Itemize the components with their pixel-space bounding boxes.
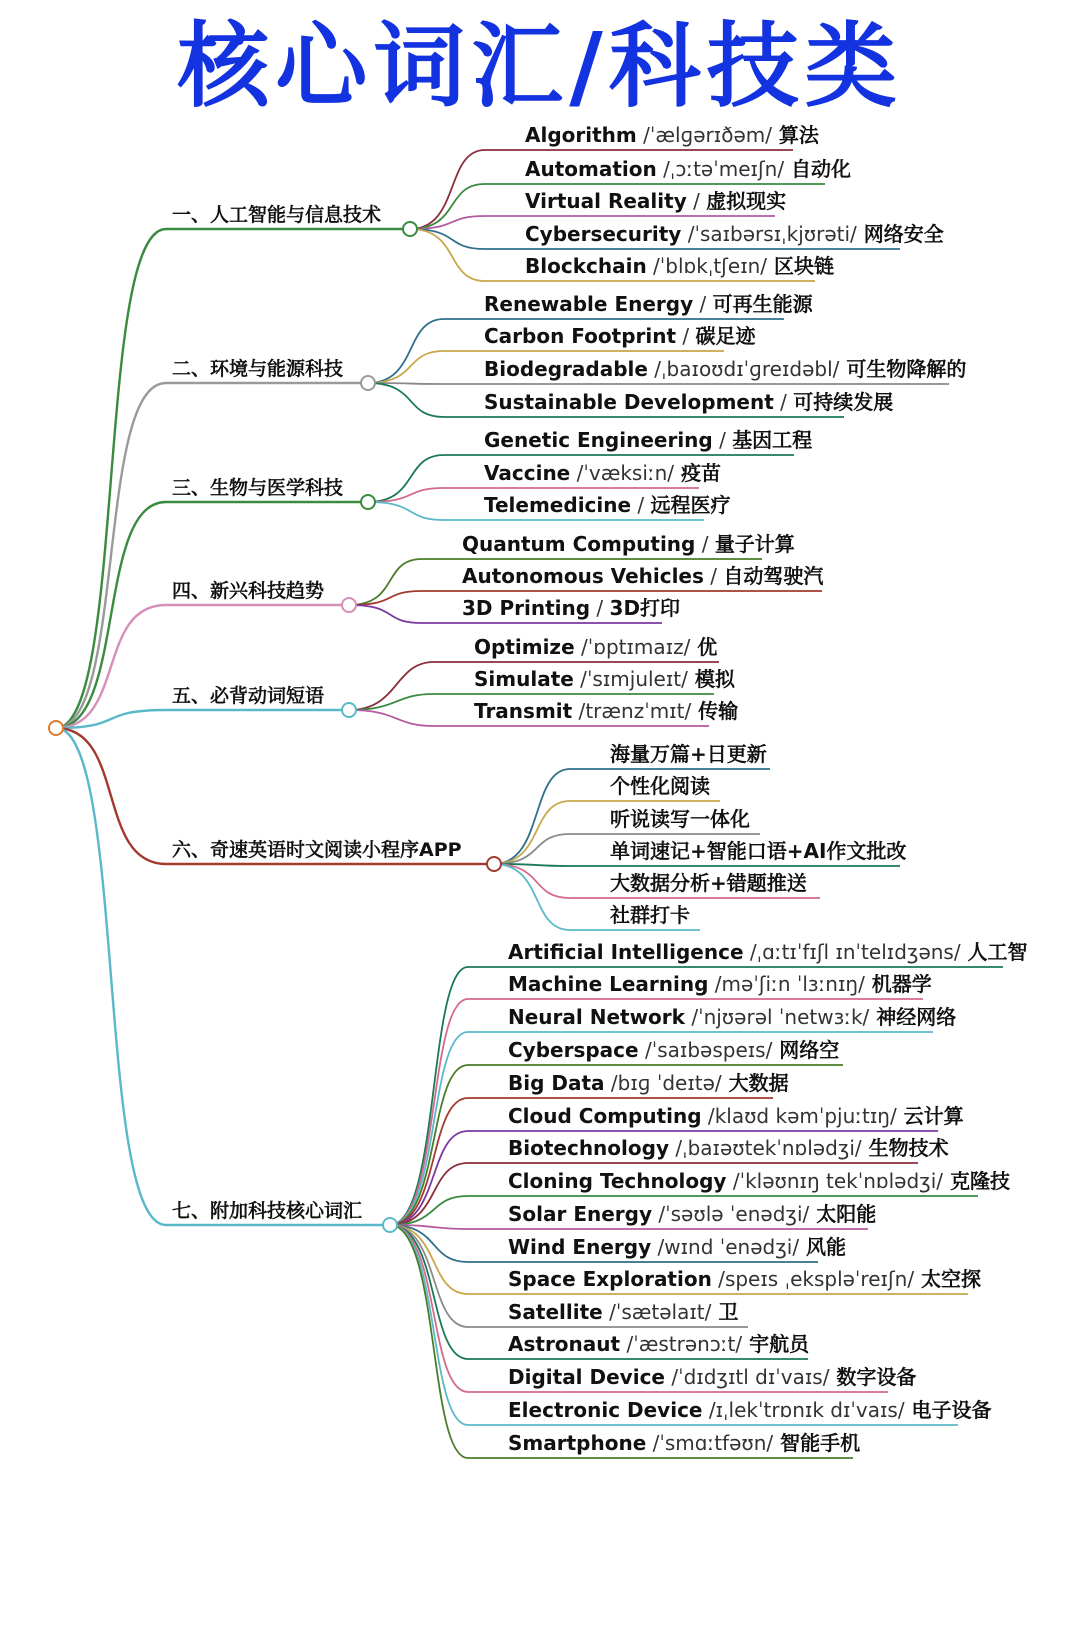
vocab-item: [484, 355, 966, 383]
vocab-pho: məˈʃiːn ˈlɜːnɪŋ/: [721, 972, 865, 996]
vocab-sep: /: [652, 1202, 666, 1226]
branch-label: 四、新兴科技趋势: [172, 580, 325, 602]
vocab-item: [508, 1363, 916, 1391]
vocab-item: [610, 740, 767, 768]
vocab-pho: ˈsmɑːtfəʊn/: [659, 1431, 774, 1455]
vocab-sep: /: [573, 667, 587, 691]
vocab-term: Smartphone: [508, 1431, 647, 1455]
vocab-pho: ˌɑːtɪˈfɪʃl ɪnˈtelɪdʒəns/: [756, 940, 961, 964]
vocab-pho: ˈsaɪbəspeɪs/: [651, 1038, 773, 1062]
vocab-term: Simulate: [474, 667, 574, 691]
vocab-pho: ˌbaɪoʊdɪˈɡreɪdəbl/: [661, 357, 840, 381]
vocab-term: Cyberspace: [508, 1038, 639, 1062]
vocab-item: [508, 1167, 1010, 1195]
vocab-term: Transmit: [474, 699, 573, 723]
vocab-item: [462, 530, 795, 558]
vocab-pho: ˈnjʊərəl ˈnetwɜːk/: [698, 1005, 870, 1029]
vocab-pho: ˈdɪdʒɪtl dɪˈvaɪs/: [678, 1365, 830, 1389]
branch-node: [342, 598, 356, 612]
vocab-pho: ɪˌlekˈtrɒnɪk dɪˈvaɪs/: [715, 1398, 905, 1422]
vocab-term: Big Data: [508, 1071, 605, 1095]
vocab-sep: /: [638, 1038, 652, 1062]
vocab-cn: 传输: [691, 699, 739, 723]
vocab-sep: /: [602, 1300, 616, 1324]
vocab-term: Optimize: [474, 635, 575, 659]
vocab-term: Algorithm: [525, 123, 637, 147]
vocab-item: [484, 290, 813, 318]
vocab-item: [484, 491, 731, 519]
vocab-sep: /: [681, 222, 695, 246]
vocab-term: Sustainable Development: [484, 390, 774, 414]
vocab-cn: 优: [690, 635, 718, 659]
vocab-pho: ˈsɪmjuleɪt/: [586, 667, 688, 691]
vocab-term: Wind Energy: [508, 1235, 652, 1259]
vocab-cn: 可再生能源: [712, 292, 813, 316]
vocab-pho: ˌbaɪəʊtekˈnɒlədʒi/: [682, 1136, 862, 1160]
vocab-item: [484, 322, 755, 350]
vocab-item: [508, 1003, 956, 1031]
vocab-sep: /: [773, 390, 794, 414]
vocab-term: Genetic Engineering: [484, 428, 713, 452]
vocab-sep: /: [712, 428, 733, 452]
vocab-cn: 电子设备: [904, 1398, 992, 1422]
vocab-cn: 人工智: [960, 940, 1028, 964]
vocab-sep: /: [646, 254, 660, 278]
vocab-cn: 机器学: [864, 972, 932, 996]
vocab-cn: 太空探: [914, 1267, 982, 1291]
vocab-item: [484, 426, 812, 454]
vocab-pho: ˈɒptɪmaɪz/: [587, 635, 691, 659]
vocab-term: Blockchain: [525, 254, 647, 278]
vocab-item: [508, 1265, 981, 1293]
vocab-term: Neural Network: [508, 1005, 685, 1029]
vocab-term: Carbon Footprint: [484, 324, 677, 348]
vocab-cn: 单词速记+智能口语+AI作文批改: [610, 839, 907, 863]
vocab-item: [525, 187, 786, 215]
branch-connector: [56, 728, 390, 1225]
vocab-sep: /: [703, 564, 724, 588]
vocab-item: [508, 1429, 860, 1457]
vocab-pho: ˈsaɪbərsɪˌkjʊrəti/: [694, 222, 857, 246]
vocab-pho: ˈælɡərɪðəm/: [649, 123, 772, 147]
vocab-term: Cloud Computing: [508, 1104, 702, 1128]
vocab-term: Vaccine: [484, 461, 571, 485]
page-title: 核心词汇/科技类: [177, 13, 903, 120]
vocab-item: [508, 1396, 992, 1424]
vocab-sep: /: [702, 1398, 716, 1422]
vocab-cn: 海量万篇+日更新: [610, 742, 767, 766]
branch-node: [342, 703, 356, 717]
vocab-item: [508, 1036, 839, 1064]
vocab-cn: 网络空: [772, 1038, 840, 1062]
vocab-item: [610, 869, 807, 897]
vocab-sep: /: [620, 1332, 634, 1356]
vocab-item: [484, 459, 721, 487]
vocab-cn: 听说读写一体化: [610, 807, 750, 831]
vocab-cn: 碳足迹: [695, 324, 756, 348]
vocab-term: Biotechnology: [508, 1136, 669, 1160]
vocab-sep: /: [686, 189, 707, 213]
vocab-term: Digital Device: [508, 1365, 665, 1389]
vocab-term: Machine Learning: [508, 972, 709, 996]
vocab-sep: /: [572, 699, 586, 723]
vocab-item: [508, 1200, 876, 1228]
vocab-pho: wɪnd ˈenədʒi/: [664, 1235, 800, 1259]
vocab-cn: 智能手机: [773, 1431, 861, 1455]
branch-connector: [56, 710, 349, 728]
vocab-item: [508, 1134, 949, 1162]
vocab-cn: 数字设备: [829, 1365, 917, 1389]
vocab-pho: ˈvæksiːn/: [583, 461, 675, 485]
vocab-sep: /: [636, 123, 650, 147]
vocab-sep: /: [604, 1071, 618, 1095]
vocab-term: Quantum Computing: [462, 532, 696, 556]
vocab-cn: 3D打印: [609, 596, 681, 620]
vocab-pho: ˈblɒkˌtʃeɪn/: [659, 254, 768, 278]
vocab-cn: 宇航员: [742, 1332, 810, 1356]
branch-node: [487, 857, 501, 871]
vocab-term: Cloning Technology: [508, 1169, 727, 1193]
vocab-pho: speɪs ˌekspləˈreɪʃn/: [724, 1267, 915, 1291]
vocab-cn: 虚拟现实: [706, 189, 787, 213]
vocab-cn: 模拟: [687, 667, 735, 691]
vocab-cn: 大数据分析+错题推送: [610, 871, 807, 895]
vocab-cn: 神经网络: [869, 1005, 957, 1029]
vocab-pho: ˈsəʊlə ˈenədʒi/: [665, 1202, 810, 1226]
vocab-item: [525, 252, 834, 280]
vocab-item: [610, 837, 906, 865]
branch-node: [361, 495, 375, 509]
vocab-item: [610, 772, 710, 800]
vocab-term: Telemedicine: [484, 493, 632, 517]
vocab-sep: /: [726, 1169, 740, 1193]
vocab-term: Biodegradable: [484, 357, 648, 381]
vocab-item: [610, 901, 690, 929]
vocab-pho: ˈsætəlaɪt/: [615, 1300, 712, 1324]
vocab-sep: /: [631, 493, 651, 517]
vocab-item: [462, 594, 680, 622]
vocab-cn: 克隆技: [943, 1169, 1010, 1193]
vocab-term: Artificial Intelligence: [508, 940, 744, 964]
branch-label: 二、环境与能源科技: [172, 358, 344, 380]
branch-label: 六、奇速英语时文阅读小程序APP: [172, 839, 462, 861]
vocab-term: 3D Printing: [462, 596, 591, 620]
vocab-sep: /: [693, 292, 713, 316]
branch-label: 七、附加科技核心词汇: [172, 1200, 363, 1222]
vocab-item: [462, 562, 823, 590]
vocab-sep: /: [651, 1235, 665, 1259]
branch-label: 五、必背动词短语: [172, 685, 325, 707]
vocab-item: [508, 1298, 738, 1326]
vocab-item: [474, 633, 717, 661]
vocab-sep: /: [574, 635, 588, 659]
vocab-cn: 量子计算: [714, 532, 795, 556]
vocab-item: [474, 697, 738, 725]
vocab-item: [610, 805, 750, 833]
vocab-cn: 网络安全: [856, 222, 944, 246]
branch-node: [383, 1218, 397, 1232]
vocab-cn: 可持续发展: [793, 390, 894, 414]
vocab-term: Solar Energy: [508, 1202, 653, 1226]
vocab-pho: trænzˈmɪt/: [585, 699, 692, 723]
branch-node: [361, 376, 375, 390]
vocab-cn: 大数据: [721, 1071, 789, 1095]
vocab-cn: 区块链: [767, 254, 835, 278]
vocab-cn: 太阳能: [809, 1202, 877, 1226]
vocab-sep: /: [570, 461, 584, 485]
vocab-sep: /: [695, 532, 715, 556]
vocab-term: Autonomous Vehicles: [462, 564, 704, 588]
vocab-pho: klaʊd kəmˈpjuːtɪŋ/: [714, 1104, 897, 1128]
branch-node: [403, 222, 417, 236]
vocab-cn: 卫: [711, 1300, 739, 1324]
vocab-sep: /: [701, 1104, 715, 1128]
vocab-sep: /: [656, 157, 670, 181]
vocab-item: [474, 665, 735, 693]
vocab-item: [525, 121, 819, 149]
vocab-sep: /: [676, 324, 696, 348]
vocab-cn: 算法: [771, 123, 819, 147]
vocab-term: Cybersecurity: [525, 222, 682, 246]
vocab-item: [508, 970, 932, 998]
vocab-term: Astronaut: [508, 1332, 621, 1356]
vocab-pho: ˌɔːtəˈmeɪʃn/: [669, 157, 785, 181]
vocab-pho: ˈkləʊnɪŋ tekˈnɒlədʒi/: [739, 1169, 944, 1193]
vocab-item: [508, 1330, 809, 1358]
branch-label: 一、人工智能与信息技术: [172, 204, 382, 226]
vocab-sep: /: [684, 1005, 699, 1029]
vocab-cn: 疫苗: [674, 461, 722, 485]
vocab-pho: ˈæstrənɔːt/: [633, 1332, 743, 1356]
branch-connector: [56, 383, 368, 728]
vocab-item: [508, 1069, 789, 1097]
vocab-item: [525, 220, 944, 248]
vocab-item: [508, 1233, 846, 1261]
vocab-item: [525, 155, 851, 183]
vocab-sep: /: [669, 1136, 683, 1160]
vocab-sep: /: [646, 1431, 660, 1455]
vocab-cn: 基因工程: [732, 428, 813, 452]
vocab-sep: /: [647, 357, 662, 381]
vocab-term: Satellite: [508, 1300, 603, 1324]
vocab-sep: /: [708, 972, 722, 996]
vocab-cn: 生物技术: [861, 1136, 949, 1160]
vocab-cn: 远程医疗: [650, 493, 731, 517]
vocab-cn: 自动驾驶汽: [723, 564, 824, 588]
vocab-cn: 社群打卡: [610, 903, 690, 927]
vocab-term: Automation: [525, 157, 657, 181]
root-node: [49, 721, 63, 735]
vocab-cn: 自动化: [784, 157, 852, 181]
vocab-cn: 云计算: [896, 1104, 964, 1128]
vocab-item: [484, 388, 893, 416]
vocab-cn: 个性化阅读: [610, 774, 710, 798]
vocab-sep: /: [743, 940, 757, 964]
vocab-pho: bɪɡ ˈdeɪtə/: [617, 1071, 722, 1095]
vocab-cn: 风能: [799, 1235, 847, 1259]
vocab-term: Virtual Reality: [525, 189, 687, 213]
vocab-term: Electronic Device: [508, 1398, 703, 1422]
leaf-connector: [368, 383, 949, 384]
vocab-item: [508, 1102, 964, 1130]
vocab-sep: /: [711, 1267, 725, 1291]
branch-label: 三、生物与医学科技: [172, 477, 344, 499]
vocab-item: [508, 938, 1028, 966]
vocab-sep: /: [664, 1365, 679, 1389]
vocab-sep: /: [590, 596, 610, 620]
vocab-term: Renewable Energy: [484, 292, 694, 316]
vocab-term: Space Exploration: [508, 1267, 712, 1291]
vocab-cn: 可生物降解的: [839, 357, 967, 381]
